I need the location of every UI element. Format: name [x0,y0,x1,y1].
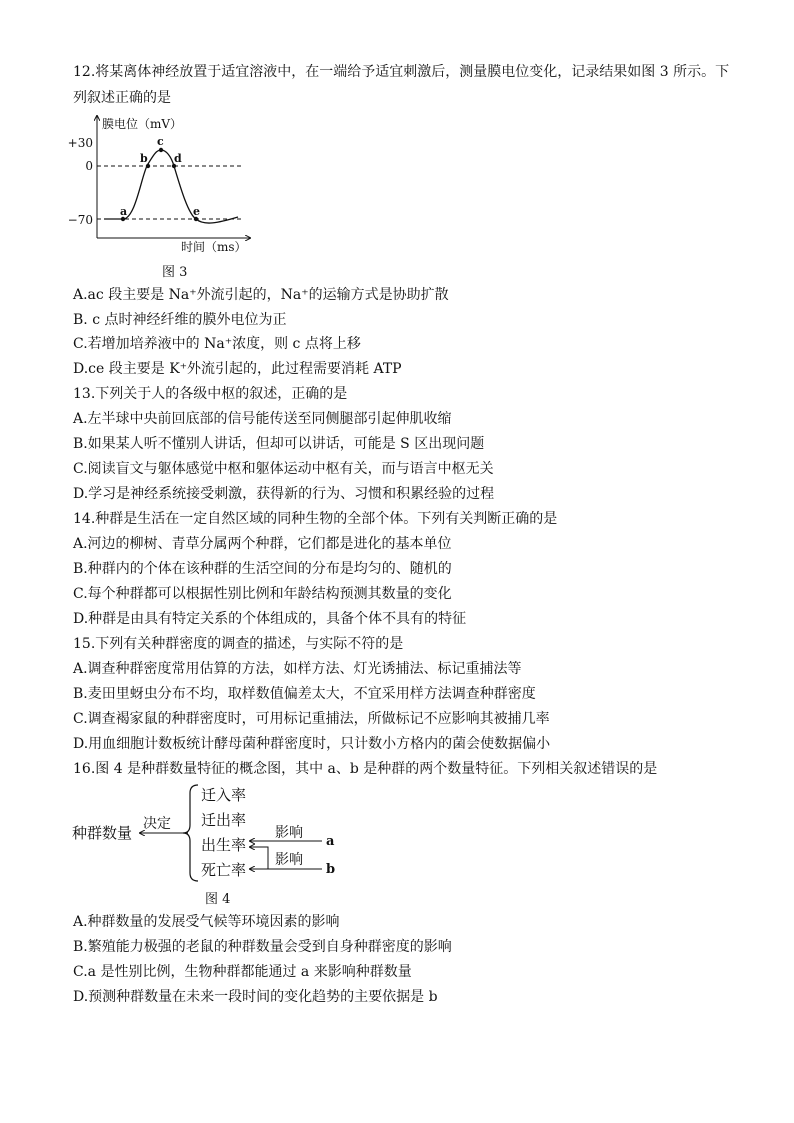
brace [183,785,198,881]
q16-option-c: C.a 是性别比例，生物种群都能通过 a 来影响种群数量 [73,964,412,980]
label-c: c [157,135,164,148]
q16-option-d: D.预测种群数量在未来一段时间的变化趋势的主要依据是 b [73,989,438,1005]
q12-stem-line1: 12.将某离体神经放置于适宜溶液中，在一端给予适宜刺激后，测量膜电位变化，记录结果如图 3 所示。下 [73,64,730,80]
figure-4-population-concept-map [70,781,350,887]
emigration-rate: 迁出率 [201,811,247,829]
influence-label-2: 影响 [275,852,303,868]
q16-option-b: B.繁殖能力极强的老鼠的种群数量会受到自身种群密度的影响 [73,939,452,955]
y-axis-label: 膜电位（mV） [102,117,183,131]
label-a: a [120,205,128,218]
immigration-rate: 迁入率 [201,786,247,804]
q13-option-a: A.左半球中央前回底部的信号能传送至同侧腿部引起伸肌收缩 [73,411,452,427]
y-tick-plus30: +30 [67,136,93,150]
q13-option-b: B.如果某人听不懂别人讲话，但却可以讲话，可能是 S 区出现问题 [73,436,485,452]
q14-option-d: D.种群是由具有特定关系的个体组成的，具备个体不具有的特征 [73,611,467,627]
x-axis-label: 时间（ms） [181,240,247,254]
q14-stem: 14.种群是生活在一定自然区域的同种生物的全部个体。下列有关判断正确的是 [73,511,558,527]
population-size-label: 种群数量 [72,824,133,842]
q13-option-d: D.学习是神经系统接受刺激，获得新的行为、习惯和积累经验的过程 [73,486,495,502]
death-rate: 死亡率 [201,861,247,879]
q12-option-b: B. c 点时神经纤维的膜外电位为正 [73,312,287,328]
figure-4-caption: 图 4 [205,892,231,907]
q15-option-a: A.调查种群密度常用估算的方法，如样方法、灯光诱捕法、标记重捕法等 [73,661,522,677]
q15-stem: 15.下列有关种群密度的调查的描述，与实际不符的是 [73,636,404,652]
label-e: e [193,205,200,218]
q13-stem: 13.下列关于人的各级中枢的叙述，正确的是 [73,386,348,402]
q12-option-a: A.ac 段主要是 Na⁺外流引起的，Na⁺的运输方式是协助扩散 [73,287,449,303]
q15-option-d: D.用血细胞计数板统计酵母菌种群密度时，只计数小方格内的菌会使数据偏小 [73,736,551,752]
q12-option-c: C.若增加培养液中的 Na⁺浓度，则 c 点将上移 [73,336,361,352]
q12-stem-line2: 列叙述正确的是 [73,90,171,106]
label-b-fig4: b [326,862,336,877]
q16-option-a: A.种群数量的发展受气候等环境因素的影响 [73,914,340,930]
point-c [159,148,163,152]
y-tick-0: 0 [85,159,93,173]
label-a-fig4: a [326,834,335,849]
q15-option-b: B.麦田里蚜虫分布不均，取样数值偏差太大，不宜采用样方法调查种群密度 [73,686,536,702]
q13-option-c: C.阅读盲文与躯体感觉中枢和躯体运动中枢有关，而与语言中枢无关 [73,461,494,477]
figure-3-caption: 图 3 [162,265,188,280]
label-b: b [140,152,148,165]
q14-option-c: C.每个种群都可以根据性别比例和年龄结构预测其数量的变化 [73,586,452,602]
influence-label-1: 影响 [275,825,303,841]
b-to-birth-connector [250,847,268,869]
q14-option-b: B.种群内的个体在该种群的生活空间的分布是均匀的、随机的 [73,561,452,577]
label-d: d [174,152,182,165]
y-tick-minus70: −70 [67,213,93,227]
birth-rate: 出生率 [201,836,247,854]
figure-3-membrane-potential-graph [66,112,256,257]
q15-option-c: C.调查褐家鼠的种群密度时，可用标记重捕法，所做标记不应影响其被捕几率 [73,711,550,727]
q14-option-a: A.河边的柳树、青草分属两个种群，它们都是进化的基本单位 [73,536,452,552]
q16-stem: 16.图 4 是种群数量特征的概念图，其中 a、b 是种群的两个数量特征。下列相关叙述错误的是 [73,761,658,777]
q12-option-d: D.ce 段主要是 K⁺外流引起的，此过程需要消耗 ATP [73,361,402,377]
decide-label: 决定 [143,816,171,832]
